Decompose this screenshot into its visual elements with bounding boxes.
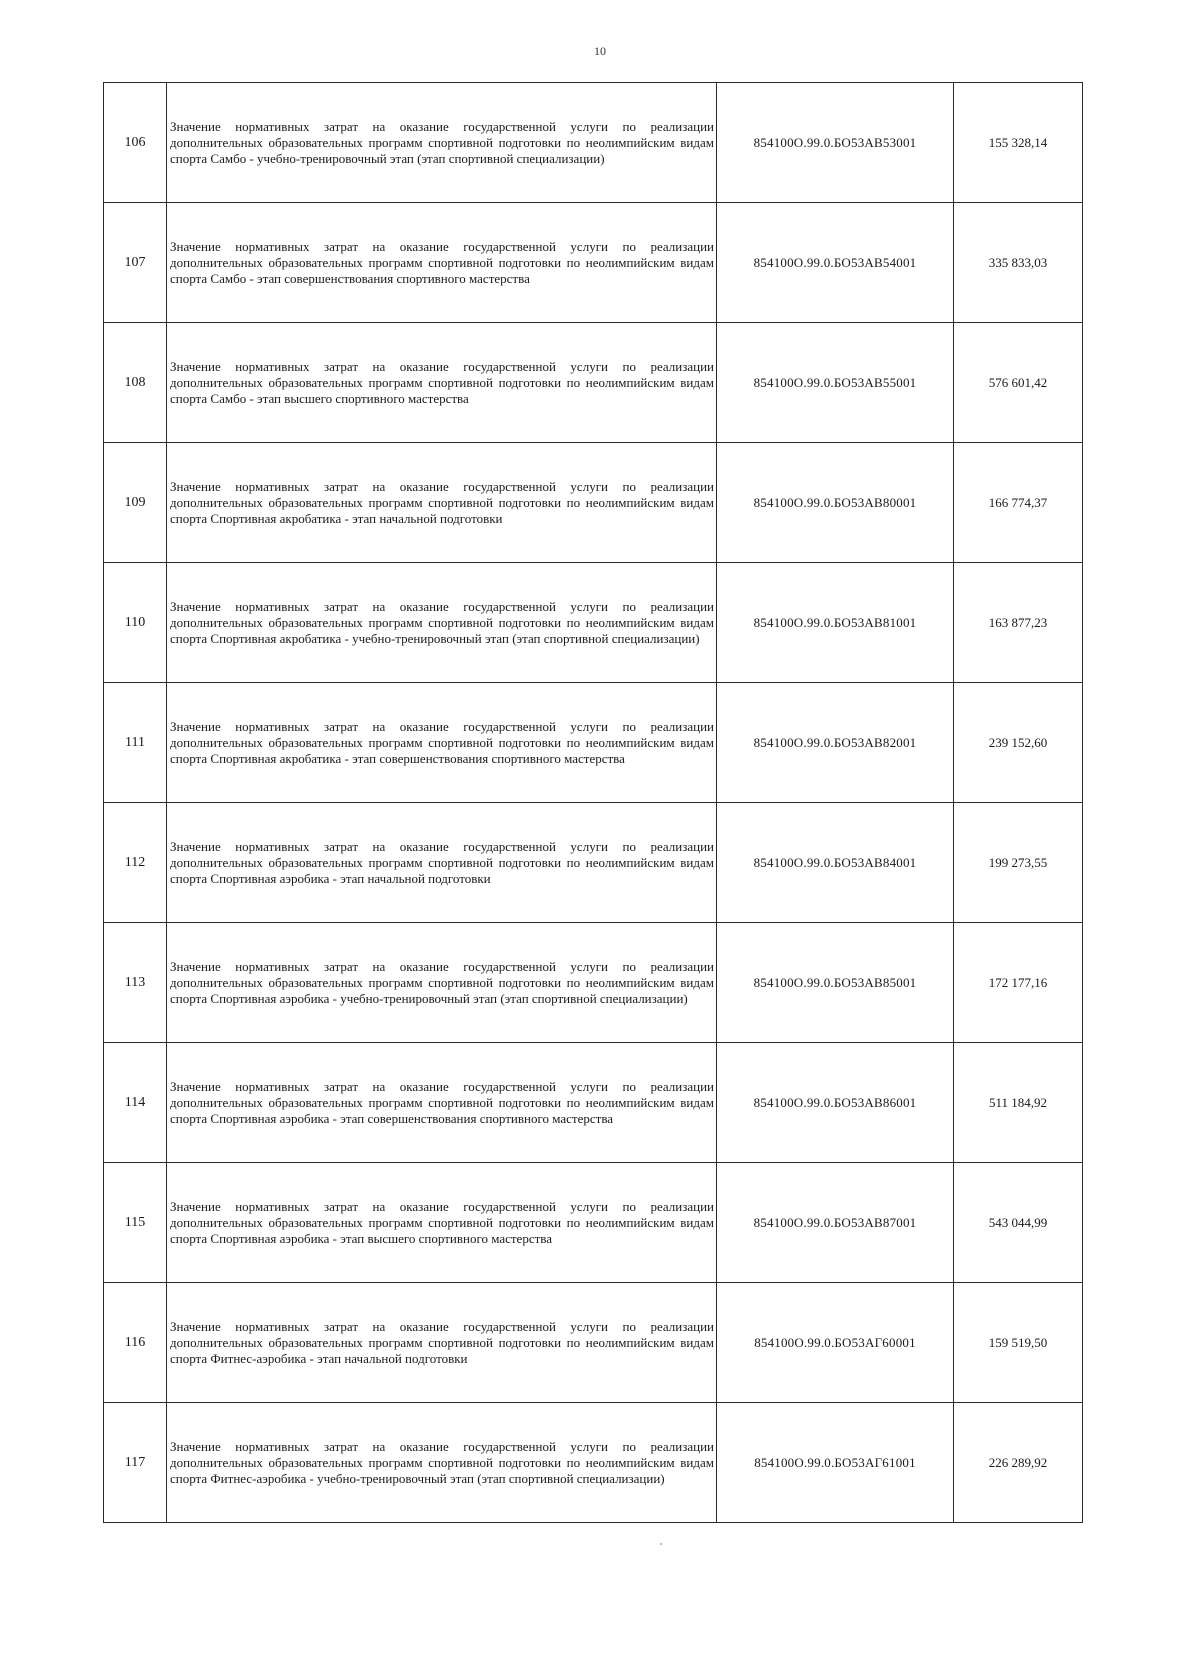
service-description: Значение нормативных затрат на оказание государственной услуги по реализации дополнительных образовательных программ спортивной подготовки по неолимпийским видам спорта Спортивная аэробика - учебно-тренировочный этап (этап спортивной специализации) bbox=[167, 923, 717, 1043]
service-description: Значение нормативных затрат на оказание государственной услуги по реализации дополнительных образовательных программ спортивной подготовки по неолимпийским видам спорта Спортивная акробатика - этап начальной подготовки bbox=[167, 443, 717, 563]
service-description: Значение нормативных затрат на оказание государственной услуги по реализации дополнительных образовательных программ спортивной подготовки по неолимпийским видам спорта Спортивная акробатика - этап совершенствования спортивного мастерства bbox=[167, 683, 717, 803]
service-code: 854100О.99.0.БО53АВ55001 bbox=[717, 323, 954, 443]
table-row bbox=[104, 203, 1083, 323]
service-description: Значение нормативных затрат на оказание государственной услуги по реализации дополнительных образовательных программ спортивной подготовки по неолимпийским видам спорта Фитнес-аэробика - этап начальной подготовки bbox=[167, 1283, 717, 1403]
row-number: 113 bbox=[104, 923, 167, 1043]
row-number: 116 bbox=[104, 1283, 167, 1403]
service-code: 854100О.99.0.БО53АВ84001 bbox=[717, 803, 954, 923]
row-number: 111 bbox=[104, 683, 167, 803]
cost-value: 511 184,92 bbox=[954, 1043, 1083, 1163]
row-number: 112 bbox=[104, 803, 167, 923]
row-number: 106 bbox=[104, 83, 167, 203]
service-code: 854100О.99.0.БО53АВ87001 bbox=[717, 1163, 954, 1283]
table-row bbox=[104, 1283, 1083, 1403]
service-code: 854100О.99.0.БО53АВ80001 bbox=[717, 443, 954, 563]
table-row bbox=[104, 83, 1083, 203]
cost-value: 159 519,50 bbox=[954, 1283, 1083, 1403]
service-description: Значение нормативных затрат на оказание государственной услуги по реализации дополнительных образовательных программ спортивной подготовки по неолимпийским видам спорта Спортивная акробатика - учебно-тренировочный этап (этап спортивной специализации) bbox=[167, 563, 717, 683]
service-description: Значение нормативных затрат на оказание государственной услуги по реализации дополнительных образовательных программ спортивной подготовки по неолимпийским видам спорта Самбо - учебно-тренировочный этап (этап спортивной специализации) bbox=[167, 83, 717, 203]
table-row bbox=[104, 923, 1083, 1043]
row-number: 114 bbox=[104, 1043, 167, 1163]
cost-value: 576 601,42 bbox=[954, 323, 1083, 443]
table-row bbox=[104, 803, 1083, 923]
cost-value: 335 833,03 bbox=[954, 203, 1083, 323]
service-description: Значение нормативных затрат на оказание государственной услуги по реализации дополнительных образовательных программ спортивной подготовки по неолимпийским видам спорта Спортивная аэробика - этап совершенствования спортивного мастерства bbox=[167, 1043, 717, 1163]
service-description: Значение нормативных затрат на оказание государственной услуги по реализации дополнительных образовательных программ спортивной подготовки по неолимпийским видам спорта Самбо - этап высшего спортивного мастерства bbox=[167, 323, 717, 443]
service-description: Значение нормативных затрат на оказание государственной услуги по реализации дополнительных образовательных программ спортивной подготовки по неолимпийским видам спорта Спортивная аэробика - этап начальной подготовки bbox=[167, 803, 717, 923]
service-code: 854100О.99.0.БО53АВ54001 bbox=[717, 203, 954, 323]
cost-value: 155 328,14 bbox=[954, 83, 1083, 203]
normative-costs-table bbox=[103, 82, 1083, 1523]
table-row bbox=[104, 683, 1083, 803]
row-number: 117 bbox=[104, 1403, 167, 1523]
service-description: Значение нормативных затрат на оказание государственной услуги по реализации дополнительных образовательных программ спортивной подготовки по неолимпийским видам спорта Фитнес-аэробика - учебно-тренировочный этап (этап спортивной специализации) bbox=[167, 1403, 717, 1523]
table-row bbox=[104, 443, 1083, 563]
row-number: 107 bbox=[104, 203, 167, 323]
table-row bbox=[104, 1163, 1083, 1283]
service-description: Значение нормативных затрат на оказание государственной услуги по реализации дополнительных образовательных программ спортивной подготовки по неолимпийским видам спорта Самбо - этап совершенствования спортивного мастерства bbox=[167, 203, 717, 323]
service-code: 854100О.99.0.БО53АВ82001 bbox=[717, 683, 954, 803]
service-code: 854100О.99.0.БО53АВ85001 bbox=[717, 923, 954, 1043]
page-number: 10 bbox=[594, 44, 606, 58]
cost-value: 543 044,99 bbox=[954, 1163, 1083, 1283]
row-number: 115 bbox=[104, 1163, 167, 1283]
cost-value: 163 877,23 bbox=[954, 563, 1083, 683]
scan-speck bbox=[660, 1543, 662, 1545]
cost-value: 166 774,37 bbox=[954, 443, 1083, 563]
service-code: 854100О.99.0.БО53АГ60001 bbox=[717, 1283, 954, 1403]
table-body bbox=[104, 83, 1083, 1523]
cost-value: 239 152,60 bbox=[954, 683, 1083, 803]
service-code: 854100О.99.0.БО53АВ81001 bbox=[717, 563, 954, 683]
service-code: 854100О.99.0.БО53АГ61001 bbox=[717, 1403, 954, 1523]
table-row bbox=[104, 323, 1083, 443]
service-code: 854100О.99.0.БО53АВ86001 bbox=[717, 1043, 954, 1163]
service-description: Значение нормативных затрат на оказание государственной услуги по реализации дополнительных образовательных программ спортивной подготовки по неолимпийским видам спорта Спортивная аэробика - этап высшего спортивного мастерства bbox=[167, 1163, 717, 1283]
row-number: 108 bbox=[104, 323, 167, 443]
table-row bbox=[104, 563, 1083, 683]
service-code: 854100О.99.0.БО53АВ53001 bbox=[717, 83, 954, 203]
cost-value: 172 177,16 bbox=[954, 923, 1083, 1043]
cost-value: 199 273,55 bbox=[954, 803, 1083, 923]
row-number: 109 bbox=[104, 443, 167, 563]
table-row bbox=[104, 1403, 1083, 1523]
row-number: 110 bbox=[104, 563, 167, 683]
table-row bbox=[104, 1043, 1083, 1163]
cost-value: 226 289,92 bbox=[954, 1403, 1083, 1523]
